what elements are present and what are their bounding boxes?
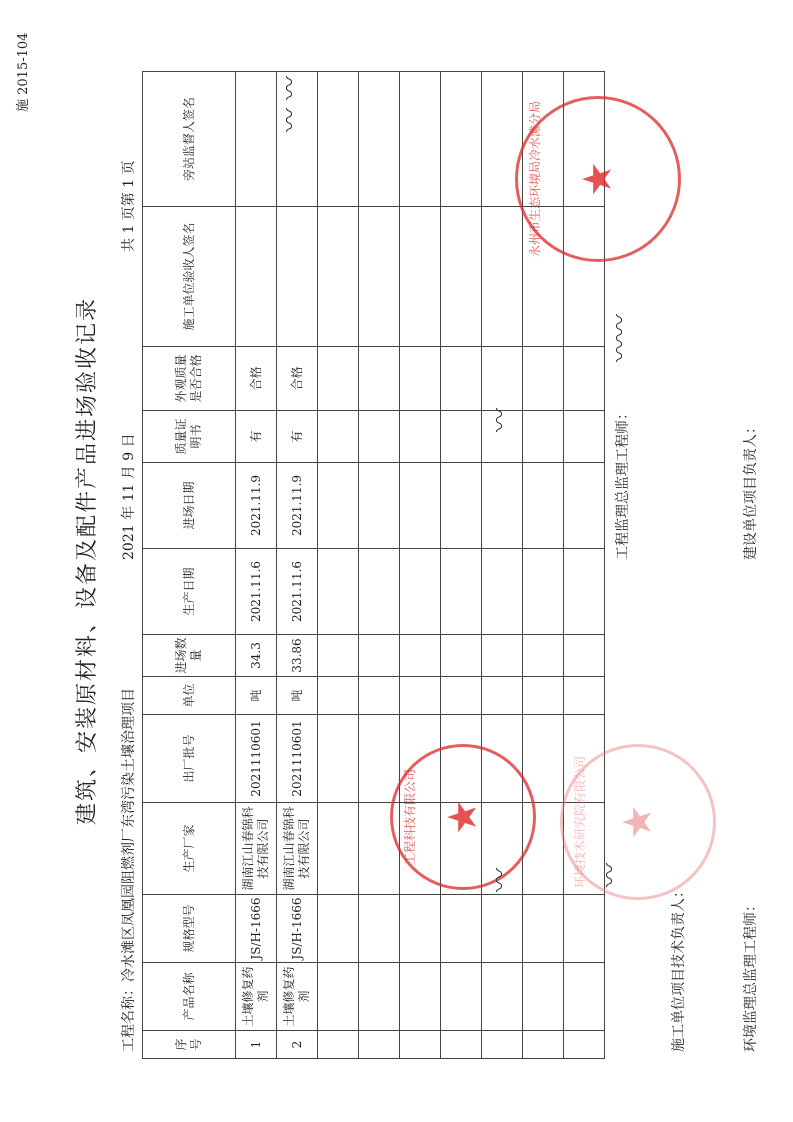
table-cell bbox=[359, 715, 400, 803]
table-cell bbox=[564, 1031, 605, 1059]
table-cell bbox=[277, 207, 318, 347]
table-cell bbox=[441, 207, 482, 347]
column-header: 生产日期 bbox=[143, 549, 236, 635]
project-name bbox=[118, 688, 138, 1052]
table-cell bbox=[400, 677, 441, 715]
table-cell bbox=[318, 715, 359, 803]
project-value: 冷水滩区凤凰园阻燃剂厂东湾污染土壤治理项目 bbox=[121, 688, 137, 982]
star-icon: ★ bbox=[575, 161, 621, 197]
column-header: 质量证明书 bbox=[143, 411, 236, 463]
construction-tech-signature: 施工单位项目技术负责人： bbox=[671, 884, 687, 1052]
table-cell bbox=[318, 549, 359, 635]
table-cell bbox=[359, 1031, 400, 1059]
table-cell: 2021.11.9 bbox=[236, 463, 277, 549]
handwritten-signature-inspector: 〰〰 bbox=[276, 68, 304, 132]
column-header: 施工单位验收人签名 bbox=[143, 207, 236, 347]
table-cell bbox=[318, 895, 359, 963]
page-count: 共 1 页第 1 页 bbox=[121, 160, 137, 252]
table-cell bbox=[359, 347, 400, 411]
table-cell bbox=[359, 635, 400, 677]
column-header: 单位 bbox=[143, 677, 236, 715]
table-cell bbox=[564, 411, 605, 463]
table-cell: 湖南江山春锦科技有限公司 bbox=[236, 803, 277, 895]
table-cell bbox=[400, 895, 441, 963]
table-cell bbox=[400, 72, 441, 207]
table-cell bbox=[523, 1031, 564, 1059]
table-cell: 合格 bbox=[277, 347, 318, 411]
official-seal-top bbox=[515, 96, 681, 262]
table-cell bbox=[400, 963, 441, 1031]
table-cell bbox=[359, 72, 400, 207]
table-cell bbox=[441, 347, 482, 411]
table-cell bbox=[359, 963, 400, 1031]
star-icon: ★ bbox=[440, 799, 486, 835]
table-cell: 2021110601 bbox=[236, 715, 277, 803]
table-cell bbox=[400, 463, 441, 549]
handwritten-signature-tech: 〰 bbox=[486, 868, 514, 892]
empty-table-row bbox=[400, 72, 441, 1059]
table-cell: 湖南江山春锦科技有限公司 bbox=[277, 803, 318, 895]
table-cell bbox=[523, 549, 564, 635]
table-cell bbox=[400, 347, 441, 411]
table-cell bbox=[482, 463, 523, 549]
table-cell bbox=[523, 347, 564, 411]
table-cell bbox=[359, 463, 400, 549]
column-header: 旁站监督人签名 bbox=[143, 72, 236, 207]
table-cell bbox=[441, 549, 482, 635]
table-cell: 有 bbox=[277, 411, 318, 463]
table-cell bbox=[564, 895, 605, 963]
table-cell bbox=[482, 635, 523, 677]
column-header: 规格型号 bbox=[143, 895, 236, 963]
table-cell: 2021.11.9 bbox=[277, 463, 318, 549]
column-header: 生产厂家 bbox=[143, 803, 236, 895]
seal-text: 环境技术研究院有限公司 bbox=[573, 756, 587, 889]
table-cell: 合格 bbox=[236, 347, 277, 411]
star-icon: ★ bbox=[615, 804, 661, 840]
table-cell bbox=[441, 677, 482, 715]
handwritten-signature-owner: 〰〰 bbox=[606, 314, 634, 362]
table-row bbox=[236, 72, 277, 1059]
form-code: 施 2015-104 bbox=[16, 32, 31, 112]
table-cell bbox=[359, 895, 400, 963]
project-label: 工程名称： bbox=[121, 982, 137, 1052]
table-cell bbox=[441, 635, 482, 677]
table-cell bbox=[318, 677, 359, 715]
table-cell bbox=[359, 677, 400, 715]
table-cell bbox=[523, 411, 564, 463]
table-cell bbox=[441, 895, 482, 963]
empty-table-row bbox=[359, 72, 400, 1059]
table-cell bbox=[359, 411, 400, 463]
table-cell: 2021110601 bbox=[277, 715, 318, 803]
table-cell bbox=[359, 549, 400, 635]
table-cell: 吨 bbox=[236, 677, 277, 715]
table-cell bbox=[523, 677, 564, 715]
table-cell: 土壤修复药剂 bbox=[277, 963, 318, 1031]
column-header: 出厂批号 bbox=[143, 715, 236, 803]
company-seal-env bbox=[560, 744, 716, 900]
column-header: 外观质量是否合格 bbox=[143, 347, 236, 411]
table-cell bbox=[318, 411, 359, 463]
table-cell bbox=[441, 463, 482, 549]
handwritten-signature-supervisor: 〰 bbox=[486, 408, 514, 432]
table-cell: JS/H-1666 bbox=[277, 895, 318, 963]
table-cell: 有 bbox=[236, 411, 277, 463]
table-cell bbox=[523, 463, 564, 549]
table-cell bbox=[400, 207, 441, 347]
table-cell bbox=[400, 635, 441, 677]
table-cell bbox=[523, 635, 564, 677]
column-header: 产品名称 bbox=[143, 963, 236, 1031]
table-row bbox=[277, 72, 318, 1059]
column-header: 序号 bbox=[143, 1031, 236, 1059]
table-cell bbox=[318, 463, 359, 549]
table-cell bbox=[318, 635, 359, 677]
table-cell bbox=[482, 677, 523, 715]
table-cell: 2 bbox=[277, 1031, 318, 1059]
empty-table-row bbox=[441, 72, 482, 1059]
table-cell bbox=[564, 463, 605, 549]
table-cell bbox=[318, 72, 359, 207]
table-cell bbox=[236, 207, 277, 347]
table-cell bbox=[400, 549, 441, 635]
form-title: 建筑、安装原材料、设备及配件产品进场验收记录 bbox=[75, 297, 100, 826]
supervision-chief-signature: 工程监理总监理工程师： bbox=[615, 406, 631, 560]
table-cell bbox=[564, 549, 605, 635]
seal-text: 永州市生态环境局冷水滩分局 bbox=[528, 101, 542, 258]
table-header-row bbox=[143, 72, 236, 1059]
table-cell bbox=[318, 347, 359, 411]
table-cell bbox=[400, 411, 441, 463]
table-cell bbox=[441, 411, 482, 463]
column-header: 进场数量 bbox=[143, 635, 236, 677]
table-cell bbox=[318, 963, 359, 1031]
table-cell: 34.3 bbox=[236, 635, 277, 677]
table-cell bbox=[482, 963, 523, 1031]
table-cell bbox=[400, 1031, 441, 1059]
table-cell bbox=[441, 72, 482, 207]
table-cell bbox=[482, 1031, 523, 1059]
table-cell bbox=[564, 963, 605, 1031]
table-cell: 2021.11.6 bbox=[277, 549, 318, 635]
table-cell bbox=[359, 207, 400, 347]
table-cell: 吨 bbox=[277, 677, 318, 715]
table-cell bbox=[482, 347, 523, 411]
column-header: 进场日期 bbox=[143, 463, 236, 549]
table-cell bbox=[318, 207, 359, 347]
table-cell bbox=[441, 1031, 482, 1059]
owner-manager-signature: 建设单位项目负责人： bbox=[743, 420, 759, 560]
table-cell: 2021.11.6 bbox=[236, 549, 277, 635]
table-cell bbox=[441, 963, 482, 1031]
table-cell: 1 bbox=[236, 1031, 277, 1059]
table-cell bbox=[482, 549, 523, 635]
table-cell bbox=[523, 895, 564, 963]
table-cell bbox=[523, 963, 564, 1031]
seal-text: 工程科技有限公司 bbox=[403, 769, 417, 866]
table-cell bbox=[318, 803, 359, 895]
table-cell bbox=[482, 895, 523, 963]
table-cell: 33.86 bbox=[277, 635, 318, 677]
empty-table-row bbox=[482, 72, 523, 1059]
env-supervision-signature: 环境监理总监理工程师： bbox=[743, 898, 759, 1052]
table-cell bbox=[318, 1031, 359, 1059]
handwritten-signature-env: 〰 bbox=[596, 863, 624, 887]
table-cell: 土壤修复药剂 bbox=[236, 963, 277, 1031]
table-cell bbox=[564, 635, 605, 677]
empty-table-row bbox=[318, 72, 359, 1059]
table-cell bbox=[482, 207, 523, 347]
table-cell bbox=[564, 677, 605, 715]
table-cell: JS/H-1666 bbox=[236, 895, 277, 963]
record-date: 2021 年 11 月 9 日 bbox=[121, 433, 137, 560]
table-cell bbox=[564, 347, 605, 411]
